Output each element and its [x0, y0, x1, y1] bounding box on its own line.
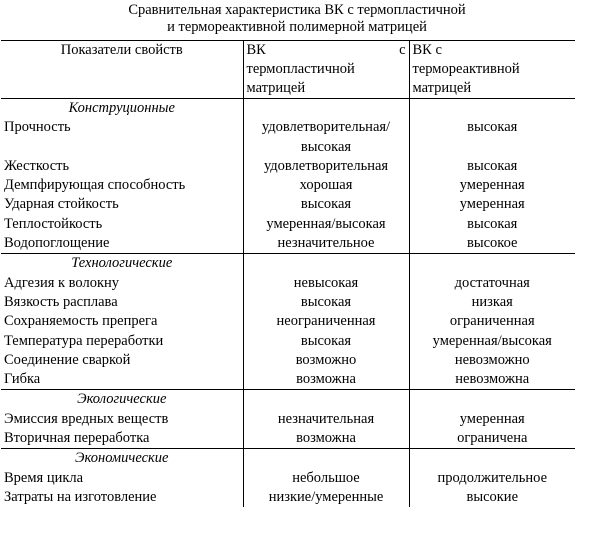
property-name: Гибка — [1, 370, 243, 390]
table-row — [1, 429, 575, 449]
property-name: Вязкость расплава — [1, 293, 243, 312]
thermoset-value: высокая — [467, 215, 518, 232]
section-label: Экологические — [1, 390, 243, 410]
table-row — [1, 157, 575, 176]
thermoplastic-value: неограниченная — [243, 312, 409, 331]
table-row — [1, 234, 575, 254]
thermoset-value: высокая — [467, 119, 518, 136]
thermoplastic-value — [243, 118, 409, 157]
thermoset-value: ограниченная — [449, 313, 535, 330]
section-row — [1, 99, 575, 119]
thermoset-value: умеренная — [459, 410, 525, 427]
thermoplastic-value: возможно — [243, 351, 409, 370]
property-name: Жесткость — [1, 157, 243, 176]
thermoset-value: невозможна — [409, 370, 575, 390]
section-row — [1, 390, 575, 410]
header-thermoplastic-line2: термопластичной — [246, 61, 355, 77]
header-thermoset-line3: матрицей — [412, 80, 472, 96]
header-row — [1, 41, 575, 99]
property-name: Демпфирующая способность — [1, 176, 243, 195]
thermoplastic-value: небольшое — [243, 469, 409, 488]
header-thermoplastic — [243, 41, 409, 99]
header-thermoplastic-s: с — [399, 42, 406, 58]
thermoplastic-value: высокая — [243, 332, 409, 351]
thermoplastic-value: возможна — [243, 370, 409, 390]
property-name: Соединение сваркой — [1, 351, 243, 370]
thermoplastic-value-line2: высокая — [300, 138, 352, 155]
property-name: Эмиссия вредных веществ — [1, 410, 243, 429]
table-row — [1, 118, 575, 157]
section-label: Экономические — [1, 449, 243, 469]
thermoset-value: невозможно — [454, 351, 530, 368]
section-row — [1, 254, 575, 274]
thermoplastic-value: незначительное — [243, 234, 409, 254]
table-row — [1, 312, 575, 331]
thermoset-value: низкая — [471, 293, 513, 310]
comparison-table — [1, 40, 575, 507]
thermoset-value: достаточная — [454, 274, 530, 291]
property-name: Вторичная переработка — [1, 429, 243, 449]
section-label: Конструционные — [1, 99, 243, 119]
table-row — [1, 176, 575, 195]
table-row — [1, 351, 575, 370]
thermoset-value: высокая — [467, 157, 518, 174]
table-row — [1, 274, 575, 293]
thermoset-value: ограничена — [409, 429, 575, 449]
thermoplastic-value: умеренная/высокая — [243, 215, 409, 234]
thermoset-value: продолжительное — [437, 469, 548, 486]
thermoplastic-value: удовлетворительная — [243, 157, 409, 176]
section-label: Технологические — [1, 254, 243, 274]
thermoplastic-value: хорошая — [243, 176, 409, 195]
header-properties-label: Показатели свойств — [60, 42, 183, 58]
caption-line-1: Сравнительная характеристика ВК с термопластичной — [128, 2, 466, 18]
table-row — [1, 293, 575, 312]
header-thermoset-line2: термореактивной — [412, 61, 520, 77]
table-row — [1, 332, 575, 351]
table-row — [1, 469, 575, 488]
thermoplastic-value: низкие/умеренные — [243, 488, 409, 507]
property-name: Затраты на изготовление — [1, 488, 243, 507]
header-thermoplastic-line3: матрицей — [246, 80, 306, 96]
thermoset-value: умеренная/высокая — [432, 332, 552, 349]
table-row — [1, 370, 575, 390]
section-row — [1, 449, 575, 469]
header-thermoplastic-line1 — [247, 41, 406, 60]
thermoset-value: высокое — [409, 234, 575, 254]
header-properties — [1, 41, 243, 99]
header-thermoplastic-vk: ВК — [246, 42, 266, 58]
header-thermoset-line1: ВК с — [412, 42, 442, 58]
property-name: Адгезия к волокну — [1, 274, 243, 293]
thermoset-value: умеренная — [459, 177, 525, 194]
thermoplastic-value: незначительная — [243, 410, 409, 429]
header-thermoset — [409, 41, 575, 99]
property-name: Водопоглощение — [1, 234, 243, 254]
property-name: Ударная стойкость — [1, 195, 243, 214]
table-row — [1, 195, 575, 214]
thermoplastic-value: высокая — [243, 293, 409, 312]
table-row — [1, 488, 575, 507]
thermoplastic-value: высокая — [243, 195, 409, 214]
table-caption — [0, 2, 594, 36]
thermoset-value: умеренная — [459, 196, 525, 213]
property-name: Сохраняемость препрега — [1, 312, 243, 331]
property-name: Теплостойкость — [1, 215, 243, 234]
property-name: Прочность — [1, 118, 243, 157]
table-row — [1, 410, 575, 429]
property-name: Температура переработки — [1, 332, 243, 351]
caption-line-2: и термореактивной полимерной матрицей — [167, 19, 427, 35]
thermoplastic-value: возможна — [243, 429, 409, 449]
table-row — [1, 215, 575, 234]
property-name: Время цикла — [1, 469, 243, 488]
thermoplastic-value: невысокая — [243, 274, 409, 293]
thermoplastic-value-line1: удовлетворительная/ — [261, 119, 391, 136]
thermoset-value: высокие — [466, 488, 518, 505]
